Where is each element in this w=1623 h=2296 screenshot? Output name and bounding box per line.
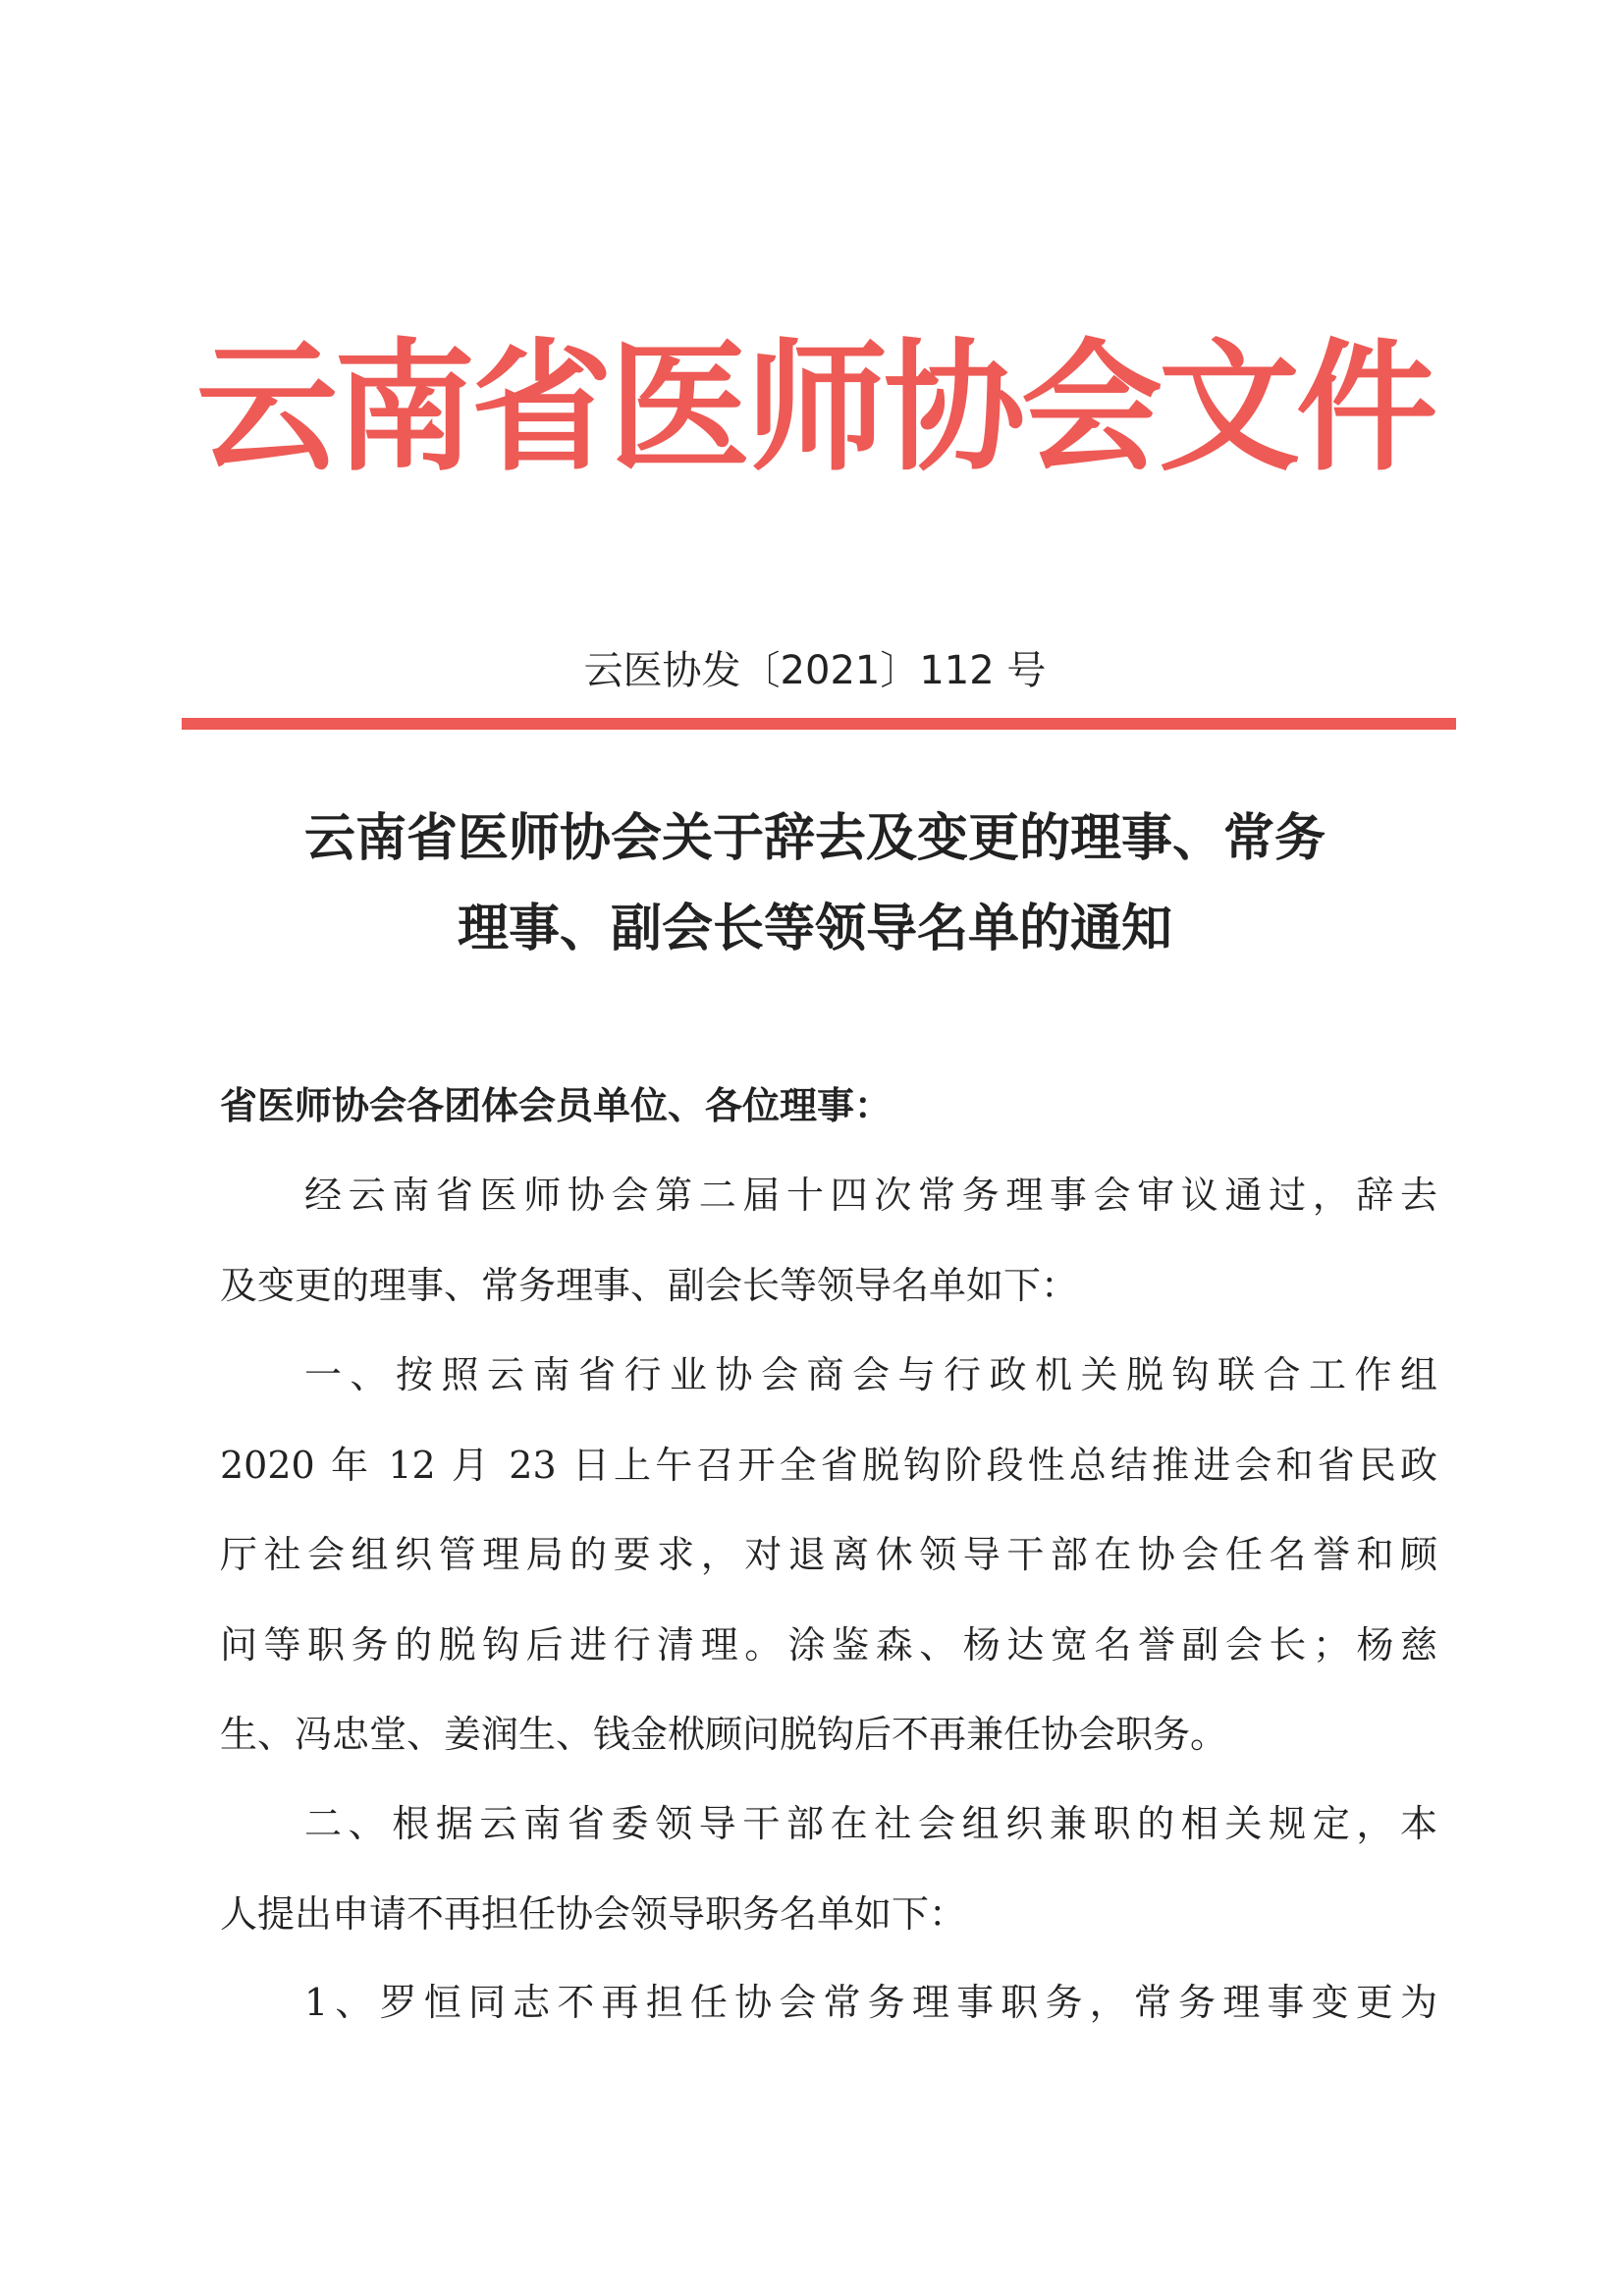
- paragraph-item-2-1: [220, 1958, 1437, 2049]
- red-divider-rule: [182, 718, 1456, 730]
- paragraph-line: 经云南省医师协会第二届十四次常务理事会审议通过，辞去: [304, 1174, 1437, 1217]
- paragraph-line: 生、冯忠堂、姜润生、钱金栿顾问脱钩后不再兼任协会职务。: [220, 1713, 1228, 1756]
- paragraph-intro: [220, 1151, 1437, 1331]
- paragraph-line: 人提出申请不再担任协会领导职务名单如下：: [220, 1891, 967, 1936]
- salutation: 省医师协会各团体会员单位、各位理事：: [220, 1084, 893, 1127]
- notice-title-line-2: 理事、副会长等领导名单的通知: [457, 900, 1172, 958]
- notice-title-line-1: 云南省医师协会关于辞去及变更的理事、常务: [303, 809, 1325, 868]
- letterhead-title: 云南省医师协会文件: [196, 325, 1434, 490]
- paragraph-line: 问等职务的脱钩后进行清理。涂鉴森、杨达宽名誉副会长；杨慈: [220, 1622, 1437, 1667]
- document-number: 云医协发〔2021〕112 号: [583, 648, 1047, 693]
- paragraph-line: 厅社会组织管理局的要求，对退离休领导干部在协会任名誉和顾: [220, 1533, 1437, 1576]
- paragraph-line: 二、根据云南省委领导干部在社会组织兼职的相关规定，本: [304, 1802, 1437, 1845]
- paragraph-item-1: [220, 1331, 1437, 1780]
- paragraph-line: 及变更的理事、常务理事、副会长等领导名单如下：: [220, 1263, 1079, 1307]
- paragraph-line: 一、按照云南省行业协会商会与行政机关脱钩联合工作组: [304, 1353, 1437, 1396]
- paragraph-line: 1、罗恒同志不再担任协会常务理事职务，常务理事变更为: [304, 1981, 1437, 2024]
- paragraph-item-2: [220, 1779, 1437, 1959]
- paragraph-line: 2020 年 12 月 23 日上午召开全省脱钩阶段性总结推进会和省民政: [220, 1443, 1437, 1487]
- notice-title: [196, 793, 1434, 974]
